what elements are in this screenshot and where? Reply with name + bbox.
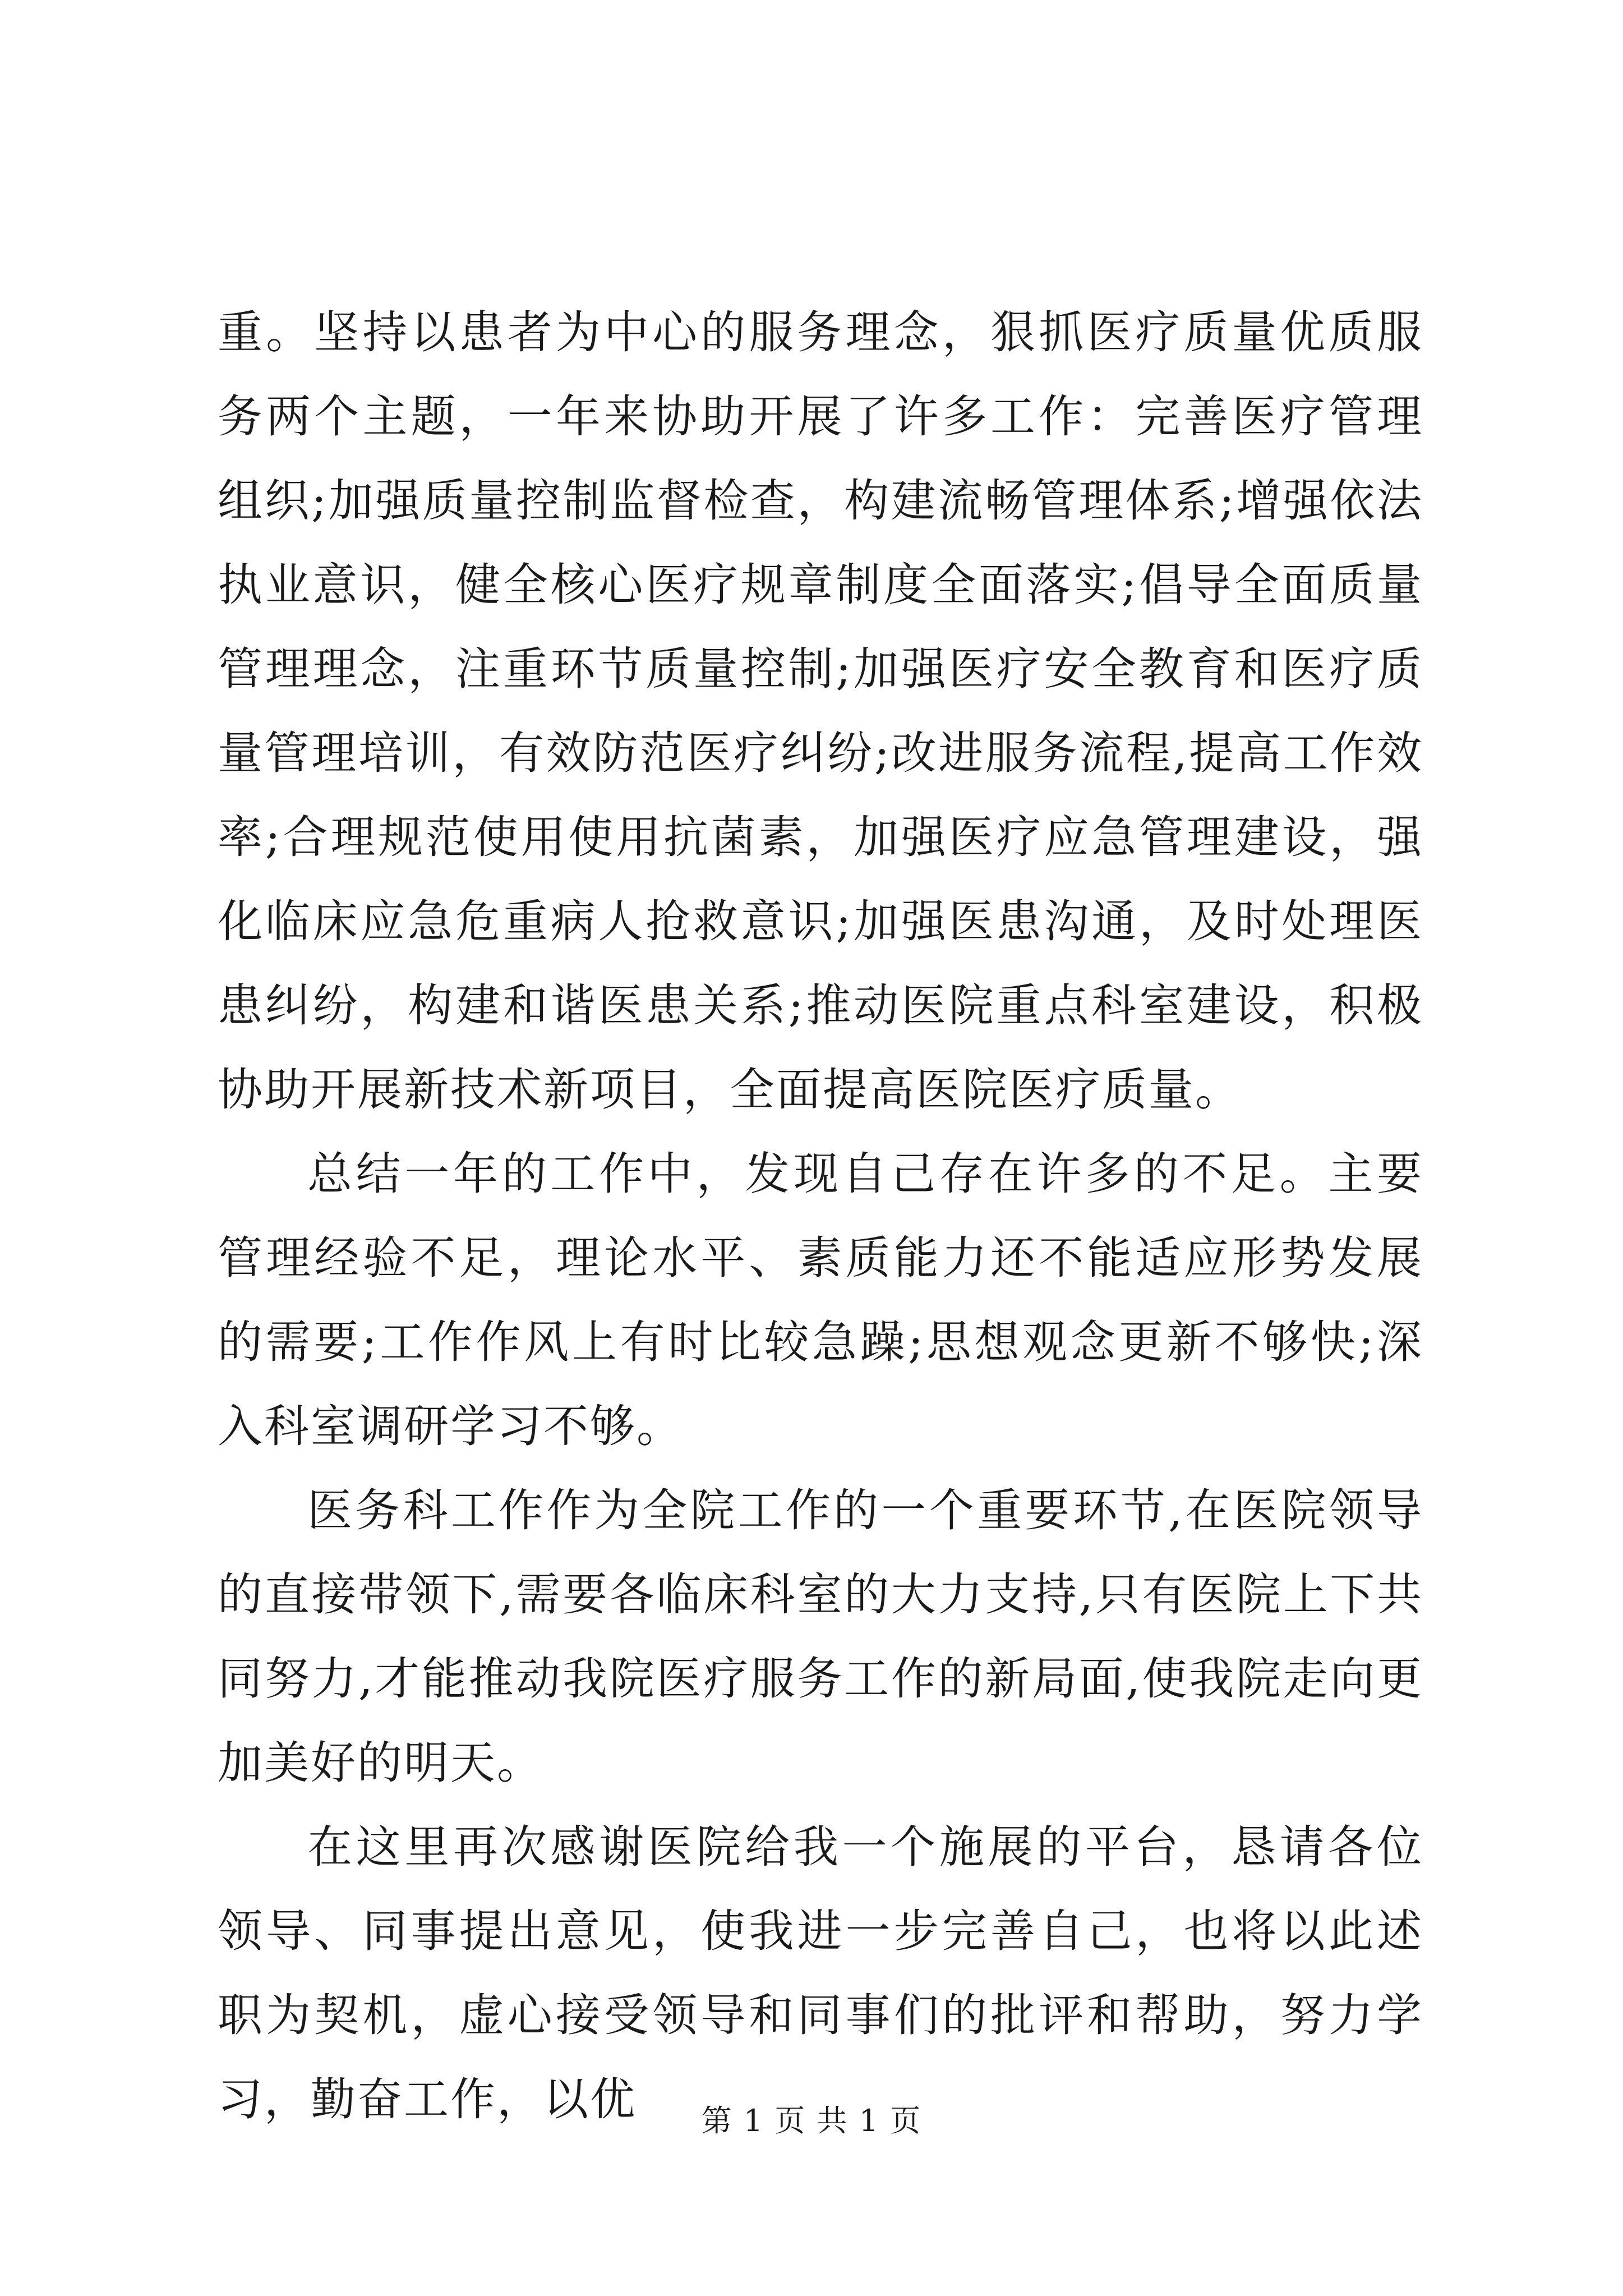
paragraph-continuation: 重。坚持以患者为中心的服务理念，狠抓医疗质量优质服务两个主题，一年来协助开展了许多工作：完善医疗管理组织;加强质量控制监督检查，构建流畅管理体系;增强依法执业意识，健全核心医疗规章制度全面落实;倡导全面质量管理理念，注重环节质量控制;加强医疗安全教育和医疗质量管理培训，有效防范医疗纠纷;改进服务流程,提高工作效率;合理规范使用使用抗菌素，加强医疗应急管理建设，强化临床应急危重病人抢救意识;加强医患沟通，及时处理医患纠纷，构建和谐医患关系;推动医院重点科室建设，积极协助开展新技术新项目，全面提高医院医疗质量。 xyxy=(218,306,1423,1116)
page-footer: 第 1 页 共 1 页 xyxy=(701,2103,922,2138)
document-body xyxy=(218,291,1423,2142)
paragraph-medical-affairs: 医务科工作作为全院工作的一个重要环节,在医院领导的直接带领下,需要各临床科室的大力支持,只有医院上下共同努力,才能推动我院医疗服务工作的新局面,使我院走向更加美好的明天。 xyxy=(218,1484,1423,1789)
paragraph-thanks: 在这里再次感谢医院给我一个施展的平台，恳请各位领导、同事提出意见，使我进一步完善自己，也将以此述职为契机，虚心接受领导和同事们的批评和帮助，努力学习，勤奋工作，以优 xyxy=(218,1821,1423,2125)
paragraph-shortcomings: 总结一年的工作中，发现自己存在许多的不足。主要管理经验不足，理论水平、素质能力还不能适应形势发展的需要;工作作风上有时比较急躁;思想观念更新不够快;深入科室调研学习不够。 xyxy=(218,1148,1423,1452)
